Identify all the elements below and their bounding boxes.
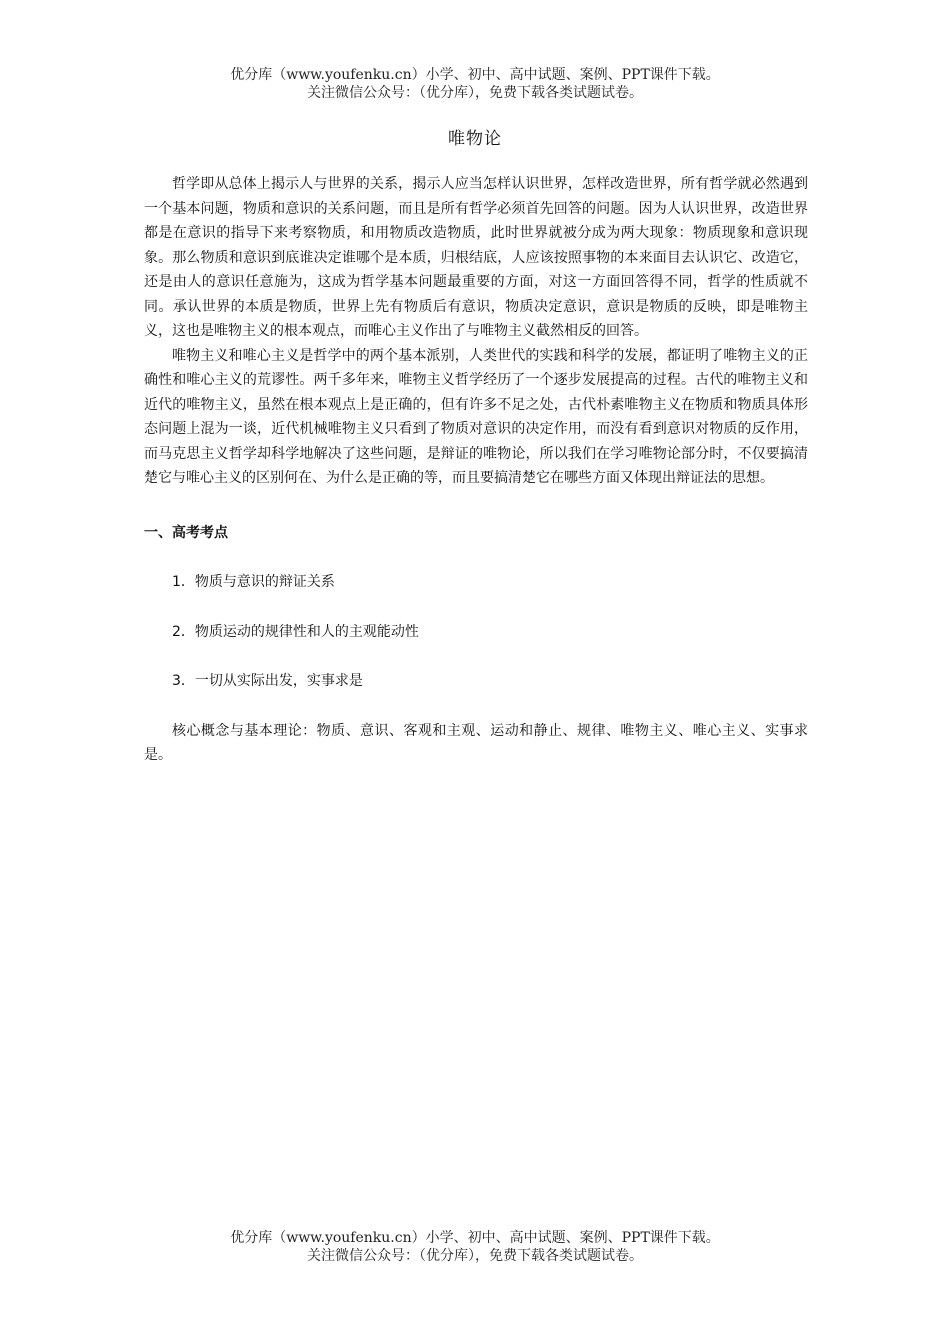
header-line-2: 关注微信公众号：（优分库），免费下载各类试题试卷。 xyxy=(307,85,643,101)
key-point-number: 1． xyxy=(172,574,195,590)
key-point-number: 2． xyxy=(172,623,195,640)
paragraph-1: 哲学即从总体上揭示人与世界的关系，揭示人应当怎样认识世界，怎样改造世界，所有哲学就必然遇到一个基本问题，物质和意识的关系问题，而且是所有哲学必须首先回答的问题。因为人认识世界，改造世界都是在意识的指导下来考察物质，和用物质改造物质，此时世界就被分成为两大现象：物质现象和意识现象。那么物质和意识到底谁决定谁哪个是本质，归根结底，人应该按照事物的本来面目去认识它、改造它，还是由人的意识任意施为，这成为哲学基本问题最重要的方面，对这一方面回答得不同，哲学的性质就不同。承认世界的本质是物质，世界上先有物质后有意识，物质决定意识，意识是物质的反映，即是唯物主义，这也是唯物主义的根本观点，而唯心主义作出了与唯物主义截然相反的回答。 xyxy=(144,176,808,339)
paragraph-2: 唯物主义和唯心主义是哲学中的两个基本派别，人类世代的实践和科学的发展，都证明了唯物主义的正确性和唯心主义的荒谬性。两千多年来，唯物主义哲学经历了一个逐步发展提高的过程。古代的唯物主义和近代的唯物主义，虽然在根本观点上是正确的，但有许多不足之处，古代朴素唯物主义在物质和物质具体形态问题上混为一谈，近代机械唯物主义只看到了物质对意识的决定作用，而没有看到意识对物质的反作用，而马克思主义哲学却科学地解决了这些问题，是辩证的唯物论，所以我们在学习唯物论部分时，不仅要搞清楚它与唯心主义的区别何在、为什么是正确的等，而且要搞清楚它在哪些方面又体现出辩证法的思想。 xyxy=(144,347,808,486)
page-header xyxy=(0,66,950,102)
header-line-1: 优分库（www.youfenku.cn）小学、初中、高中试题、案例、PPT课件下载。 xyxy=(230,67,720,83)
document-body xyxy=(144,172,808,768)
key-point-2 xyxy=(144,620,808,645)
page-footer xyxy=(0,1229,950,1265)
document-title: 唯物论 xyxy=(448,129,502,149)
section-heading: 一、高考考点 xyxy=(144,524,228,541)
footer-line-1: 优分库（www.youfenku.cn）小学、初中、高中试题、案例、PPT课件下载。 xyxy=(230,1230,720,1246)
key-point-text: 物质与意识的辩证关系 xyxy=(194,574,335,590)
footer-line-2: 关注微信公众号：（优分库），免费下载各类试题试卷。 xyxy=(307,1248,643,1264)
key-point-1 xyxy=(144,570,808,595)
key-point-text: 物质运动的规律性和人的主观能动性 xyxy=(194,623,419,640)
key-point-number: 3． xyxy=(172,673,195,689)
key-point-text: 一切从实际出发，实事求是 xyxy=(194,673,363,689)
key-point-3 xyxy=(144,669,808,694)
core-concepts: 核心概念与基本理论：物质、意识、客观和主观、运动和静止、规律、唯物主义、唯心主义、实事求是。 xyxy=(144,722,808,763)
